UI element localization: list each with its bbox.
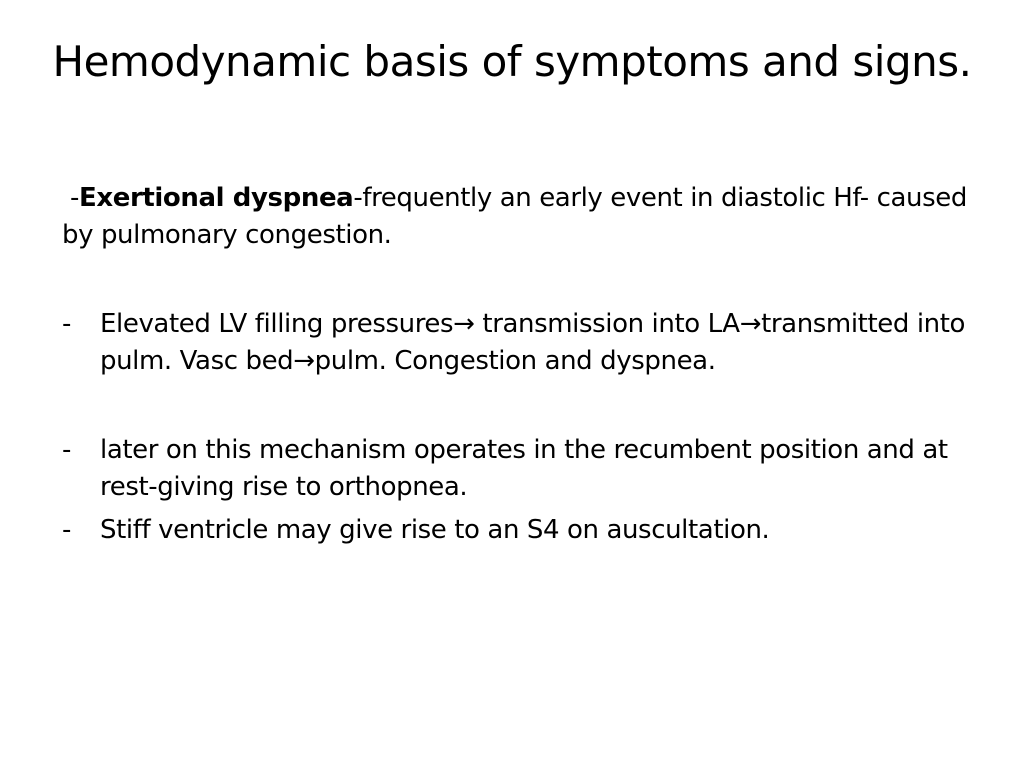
intro-bold-term: Exertional dyspnea (78, 183, 354, 213)
intro-rest: -frequently an early event in diastolic Hf- caused by pulmonary congestion. (62, 183, 967, 250)
spacer (62, 380, 982, 432)
bullet-marker: - (62, 435, 71, 465)
spacer (62, 254, 982, 306)
slide-body (62, 180, 982, 549)
bullet-item (62, 432, 982, 506)
bullet-text: Stiff ventricle may give rise to an S4 on auscultation. (100, 515, 770, 545)
intro-paragraph (62, 180, 982, 254)
bullet-marker: - (62, 515, 71, 545)
bullet-marker: - (62, 309, 71, 339)
bullet-item (62, 512, 982, 549)
bullet-text: later on this mechanism operates in the recumbent position and at rest-giving rise to orthopnea. (100, 435, 948, 502)
bullet-text: Elevated LV filling pressures→ transmission into LA→transmitted into pulm. Vasc bed→pulm. Congestion and dyspnea. (100, 309, 966, 376)
bullet-item (62, 306, 982, 380)
intro-prefix: - (70, 183, 79, 213)
slide-title: Hemodynamic basis of symptoms and signs. (52, 37, 972, 86)
